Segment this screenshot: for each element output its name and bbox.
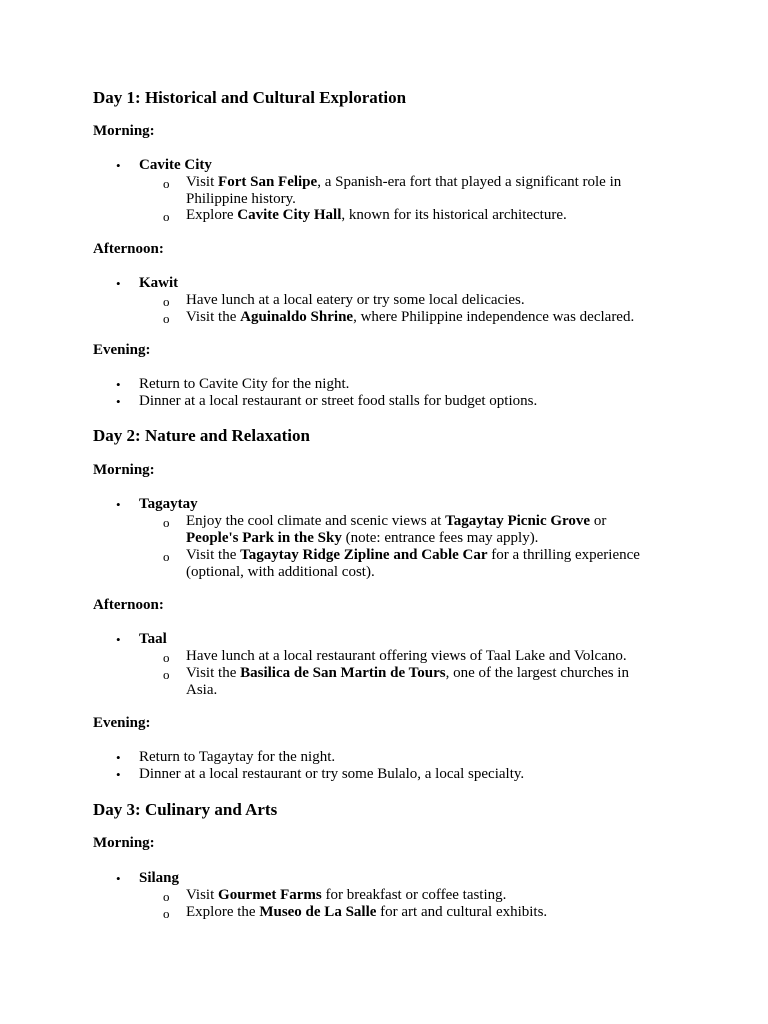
day-1-afternoon-item-1: Have lunch at a local eatery or try some local delicacies.: [186, 292, 525, 308]
day-2-morning-item-1-cont: People's Park in the Sky (note: entrance fees may apply).: [186, 530, 539, 546]
day-1-morning-location: Cavite City: [139, 157, 212, 173]
bullet-icon: •: [116, 497, 121, 512]
day-1-evening-label: Evening:: [93, 342, 151, 358]
day-2-afternoon-item-2: Visit the Basilica de San Martin de Tours, one of the largest churches in: [186, 665, 629, 681]
sub-bullet-icon: o: [163, 549, 170, 564]
day-1-morning-label: Morning:: [93, 123, 155, 139]
bullet-icon: •: [116, 632, 121, 647]
sub-bullet-icon: o: [163, 176, 170, 191]
day-3-morning-item-2: Explore the Museo de La Salle for art and cultural exhibits.: [186, 904, 548, 920]
day-2-morning-item-2: Visit the Tagaytay Ridge Zipline and Cable Car for a thrilling experience: [186, 547, 640, 563]
day-1-evening-item-1: Return to Cavite City for the night.: [139, 376, 350, 392]
sub-bullet-icon: o: [163, 906, 170, 921]
sub-bullet-icon: o: [163, 294, 170, 309]
day-1-morning-item-2: Explore Cavite City Hall, known for its historical architecture.: [186, 207, 567, 223]
day-2-morning-location: Tagaytay: [139, 496, 198, 512]
day-2-morning-label: Morning:: [93, 462, 155, 478]
bullet-icon: •: [116, 767, 121, 782]
day-1-afternoon-location: Kawit: [139, 275, 179, 291]
sub-bullet-icon: o: [163, 515, 170, 530]
day-2-morning-item-1: Enjoy the cool climate and scenic views at Tagaytay Picnic Grove or: [186, 513, 607, 529]
day-2-afternoon-item-2-cont: Asia.: [186, 682, 218, 698]
bullet-icon: •: [116, 871, 121, 886]
day-1-morning-item-1-cont: Philippine history.: [186, 191, 296, 207]
bullet-icon: •: [116, 158, 121, 173]
bullet-icon: •: [116, 750, 121, 765]
bullet-icon: •: [116, 276, 121, 291]
sub-bullet-icon: o: [163, 889, 170, 904]
day-1-morning-item-1: Visit Fort San Felipe, a Spanish-era fort that played a significant role in: [186, 174, 622, 190]
day-3-morning-location: Silang: [139, 870, 180, 886]
sub-bullet-icon: o: [163, 209, 170, 224]
day-1-afternoon-label: Afternoon:: [93, 241, 164, 257]
day-3-morning-label: Morning:: [93, 835, 155, 851]
bullet-icon: •: [116, 394, 121, 409]
day-1-title: Day 1: Historical and Cultural Exploration: [93, 88, 407, 107]
bullet-icon: •: [116, 377, 121, 392]
sub-bullet-icon: o: [163, 667, 170, 682]
day-2-evening-item-2: Dinner at a local restaurant or try some Bulalo, a local specialty.: [139, 766, 525, 782]
day-2-morning-item-2-cont: (optional, with additional cost).: [186, 564, 375, 580]
day-1-afternoon-item-2: Visit the Aguinaldo Shrine, where Philippine independence was declared.: [186, 309, 635, 325]
day-2-afternoon-location: Taal: [139, 631, 167, 647]
sub-bullet-icon: o: [163, 650, 170, 665]
day-2-title: Day 2: Nature and Relaxation: [93, 426, 310, 445]
day-3-title: Day 3: Culinary and Arts: [93, 800, 278, 819]
day-2-evening-item-1: Return to Tagaytay for the night.: [139, 749, 336, 765]
day-2-evening-label: Evening:: [93, 715, 151, 731]
day-1-evening-item-2: Dinner at a local restaurant or street food stalls for budget options.: [139, 393, 538, 409]
day-2-afternoon-label: Afternoon:: [93, 597, 164, 613]
sub-bullet-icon: o: [163, 311, 170, 326]
day-2-afternoon-item-1: Have lunch at a local restaurant offering views of Taal Lake and Volcano.: [186, 648, 627, 664]
day-3-morning-item-1: Visit Gourmet Farms for breakfast or coffee tasting.: [186, 887, 507, 903]
